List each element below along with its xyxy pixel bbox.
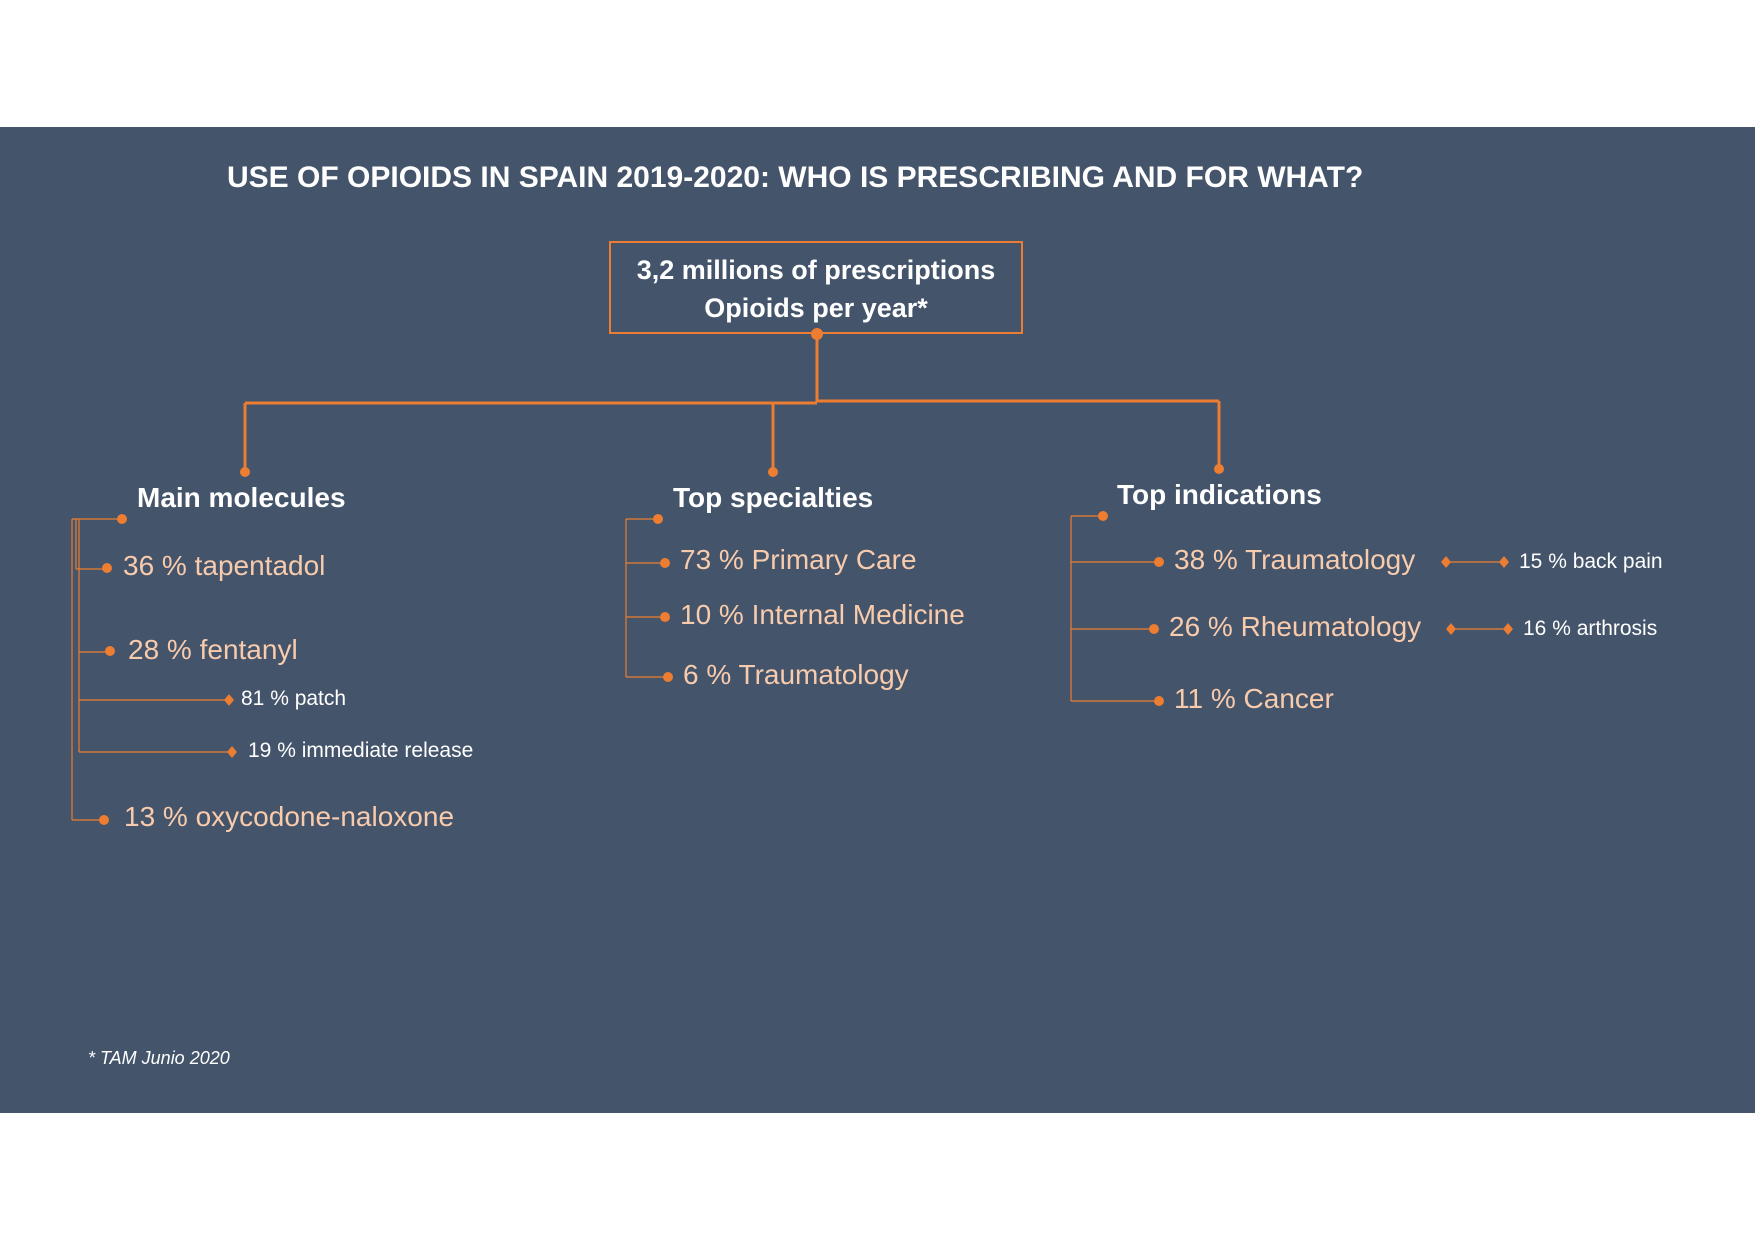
diamond-icon [227, 746, 237, 758]
sub-item: 16 % arthrosis [1523, 617, 1658, 640]
branch-dot-specialties [768, 467, 778, 477]
list-item: 13 % oxycodone-naloxone [124, 801, 455, 832]
sub-item: 15 % back pain [1519, 550, 1663, 573]
sub-item: 19 % immediate release [248, 739, 474, 762]
footnote: * TAM Junio 2020 [88, 1048, 230, 1068]
heading-top-indications: Top indications [1117, 479, 1322, 510]
diagram-title: USE OF OPIOIDS IN SPAIN 2019-2020: WHO IS PRESCRIBING AND FOR WHAT? [227, 161, 1364, 194]
diamond-icon [1446, 623, 1456, 635]
branch-dot-indications [1214, 464, 1224, 474]
list-item: 10 % Internal Medicine [680, 599, 965, 630]
heading-top-specialties: Top specialties [673, 482, 874, 513]
diamond-icon [1441, 556, 1451, 568]
list-item: 38 % Traumatology [1174, 544, 1416, 575]
list-item: 73 % Primary Care [680, 544, 917, 575]
root-node-line-2: Opioids per year* [704, 293, 928, 323]
root-node-dot [811, 328, 823, 340]
list-item: 26 % Rheumatology [1169, 611, 1422, 642]
list-item: 36 % tapentadol [123, 550, 326, 581]
diamond-icon [1503, 623, 1513, 635]
list-item: 6 % Traumatology [683, 659, 909, 690]
diamond-icon [1499, 556, 1509, 568]
list-item: 28 % fentanyl [128, 634, 298, 665]
root-node-line-1: 3,2 millions of prescriptions [636, 255, 996, 285]
heading-main-molecules: Main molecules [137, 482, 346, 513]
branch-dot-molecules [240, 467, 250, 477]
list-item: 11 % Cancer [1174, 683, 1334, 714]
diamond-icon [224, 694, 234, 706]
sub-item: 81 % patch [241, 687, 347, 710]
